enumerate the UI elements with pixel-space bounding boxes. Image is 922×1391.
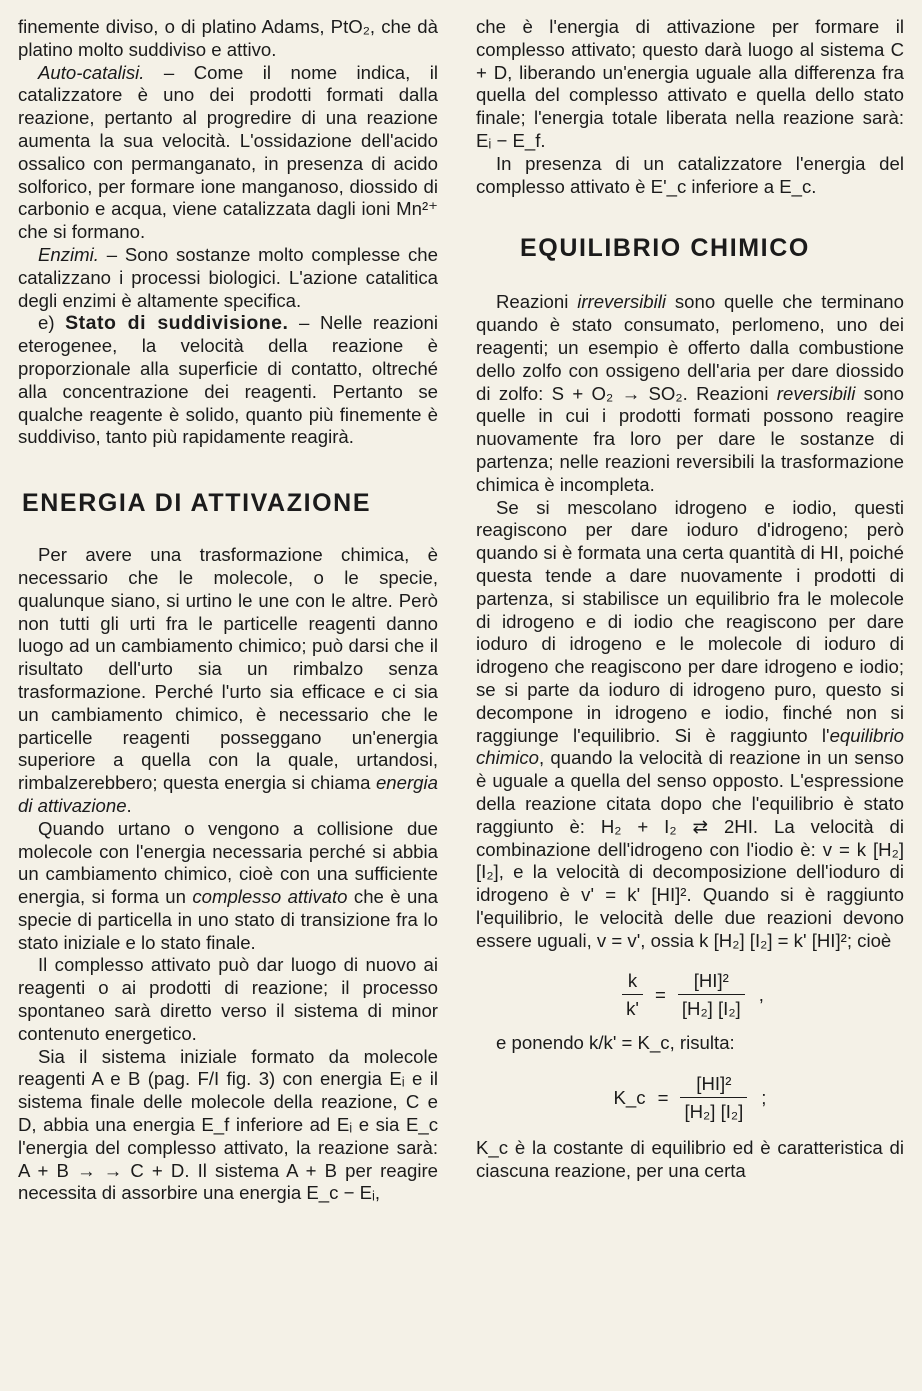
text-eq1-c: sono quelle in cui i prodotti formati possono reagire nuovamente fra loro per dare le sostanze di partenza; nelle reazioni reversibili la trasformazione chimica è incompleta. [476, 382, 904, 495]
text-energia-1-end: . [126, 794, 132, 816]
item-prefix: e) [38, 312, 66, 334]
term-reversibili: reversibili [776, 382, 856, 404]
fraction-denominator: [H₂] [I₂] [680, 1097, 747, 1123]
term-enzimi: Enzimi. [38, 243, 99, 265]
fraction-denominator: k' [622, 994, 643, 1020]
text-enzimi: – Sono sostanze molto complesse che catalizzano i processi biologici. L'azione catalitica degli enzimi è altamente specifica. [18, 243, 438, 311]
text-eq1-a: Reazioni [496, 291, 578, 313]
term-equilibrio-chimico: equilibrio chimico [476, 724, 904, 769]
formula-k-ratio [476, 970, 904, 1020]
text-energia-2-end: che è una specie di particella in uno stato di transizione fra lo stato iniziale e lo stato finale. [18, 886, 438, 953]
equals-sign: = [654, 984, 666, 1006]
text-eq2-a: Se si mescolano idrogeno e iodio, questi reagiscono per dare ioduro d'idrogeno; però quando si è formata una certa quantità di HI, poiché questa tende a dare nuovamente i prodotti di partenza, si stabilisce un equilibrio fra le molecole di idrogeno e di iodio che reagiscono per dare ioduro di idrogeno e le molecole di ioduro di idrogeno che reagiscono per dare idrogeno e iodio; se si parte da ioduro di idrogeno puro, questo si decompone in idrogeno e iodio, finché non si raggiunge l'equilibrio. Si è raggiunto l' [476, 496, 904, 746]
formula-kc [476, 1073, 904, 1123]
paragraph-equilibrio-2 [476, 497, 904, 953]
equals-sign: = [657, 1087, 669, 1109]
fraction-hi-over-h2i2 [678, 970, 745, 1020]
paragraph-enzimi [18, 244, 438, 312]
term-autocatalisi: Auto-catalisi. [38, 61, 145, 83]
heading-equilibrio-chimico: EQUILIBRIO CHIMICO [520, 234, 810, 263]
paragraph-stato-suddivisione [18, 312, 438, 449]
paragraph-platino: finemente diviso, o di platino Adams, PtO₂, che dà platino molto suddiviso e attivo. [18, 16, 438, 60]
text-energia-2: Quando urtano o vengono a collisione due molecole con l'energia necessaria perché si abbia un cambiamento chimico, cioè con una sufficiente energia, si forma un [18, 817, 438, 908]
text-eq1-b: sono quelle che terminano quando è stato consumato, perlomeno, uno dei reagenti; un esempio è offerto dalla combustione dello zolfo con ossigeno dell'aria per dare diossido di zolfo: S + O₂ → SO₂. Reazioni [476, 291, 904, 404]
fraction-k-over-kprime [622, 970, 643, 1020]
paragraph-energia-1 [18, 544, 438, 818]
paragraph-catalizzatore: In presenza di un catalizzatore l'energia del complesso attivato è E'_c inferiore a E_c. [476, 152, 904, 197]
paragraph-attivazione-cont: che è l'energia di attivazione per formare il complesso attivato; questo darà luogo al sistema C + D, liberando un'energia uguale alla differenza fra quella del complesso attivato e quella dello stato finale; l'energia totale liberata nella reazione sarà: Eᵢ − E_f. [476, 16, 904, 151]
paragraph-energia-4: Sia il sistema iniziale formato da molecole reagenti A e B (pag. F/I fig. 3) con energia Eᵢ e il sistema finale delle molecole della reazione, C e D, abbia una energia E_f inferiore ad Eᵢ e sia E_c l'energia del complesso attivato, la reazione sarà: A + B → → C + D. Il sistema A + B per reagire necessita di assorbire una energia E_c − Eᵢ, [18, 1045, 438, 1204]
term-energia-attivazione: energia di attivazione [18, 772, 438, 816]
formula-punctuation: , [758, 984, 764, 1006]
paragraph-kc-definition: K_c è la costante di equilibrio ed è caratteristica di ciascuna reazione, per una certa [476, 1137, 904, 1182]
paragraph-energia-2 [18, 818, 438, 955]
fraction-denominator: [H₂] [I₂] [678, 994, 745, 1020]
fraction-numerator: k [627, 970, 638, 992]
fraction-hi-over-h2i2 [680, 1073, 747, 1123]
subheading-stato-suddivisione: Stato di suddivisione. [65, 312, 289, 335]
text-eq2-b: , quando la velocità di reazione in un senso è uguale a quella del senso opposto. L'espressione della reazione citata dopo che l'equilibrio è stato raggiunto è: H₂ + I₂ ⇄ 2HI. La velocità di combinazione dell'idrogeno con l'iodio è: v = k [H₂] [I₂], e la velocità di decomposizione dell'ioduro di idrogeno è v' = k' [HI]². Quando si è raggiunto l'equilibrio, le velocità delle due reazioni devono essere uguali, v = v', ossia k [H₂] [I₂] = k' [HI]²; cioè [476, 747, 904, 951]
term-irreversibili: irreversibili [577, 291, 667, 313]
text-energia-1: Per avere una trasformazione chimica, è necessario che le molecole, o le specie, qualunque siano, si urtino le une con le altre. Però non tutti gli urti fra le particelle reagenti danno luogo ad un cambiamento chimico; può darsi che il risultato dell'urto sia un rimbalzo senza trasformazione. Perché l'urto sia efficace e ci sia un cambiamento chimico, è necessario che le particelle reagenti posseggano un'energia superiore a quella con la quale, urtandosi, rimbalzerebbero; questa energia si chiama [18, 544, 438, 794]
paragraph-energia-3: Il complesso attivato può dar luogo di nuovo ai reagenti o ai prodotti di reazione; il processo spontaneo sarà diretto verso il sistema di minor contenuto energetico. [18, 954, 438, 1044]
formula-kc-symbol: K_c [613, 1087, 646, 1109]
paragraph-ponendo: e ponendo k/k' = K_c, risulta: [496, 1032, 735, 1054]
fraction-numerator: [HI]² [696, 1073, 732, 1095]
paragraph-autocatalisi [18, 62, 438, 244]
formula-punctuation: ; [761, 1087, 767, 1109]
term-complesso-attivato: complesso attivato [192, 886, 348, 908]
text-stato-suddivisione: – Nelle reazioni eterogenee, la velocità della reazione è proporzionale alla superficie di contatto, oltreché alla concentrazione dei reagenti. Pertanto se qualche reagente è solido, quanto più finemente è suddiviso, tanto più rapidamente reagirà. [18, 312, 438, 448]
heading-energia-attivazione: ENERGIA DI ATTIVAZIONE [22, 489, 372, 518]
right-column [476, 16, 904, 1183]
paragraph-equilibrio-1 [476, 291, 904, 496]
fraction-numerator: [HI]² [693, 970, 729, 992]
text-autocatalisi: – Come il nome indica, il catalizzatore è uno dei prodotti formati dalla reazione, pertanto al progredire di una reazione aumenta la sua velocità. L'ossidazione dell'acido ossalico con permanganato, in presenza di acido solforico, per formare ione manganoso, diossido di carbonio e acqua, viene catalizzata dagli ioni Mn²⁺ che si formano. [18, 61, 438, 243]
left-column [18, 16, 438, 1205]
